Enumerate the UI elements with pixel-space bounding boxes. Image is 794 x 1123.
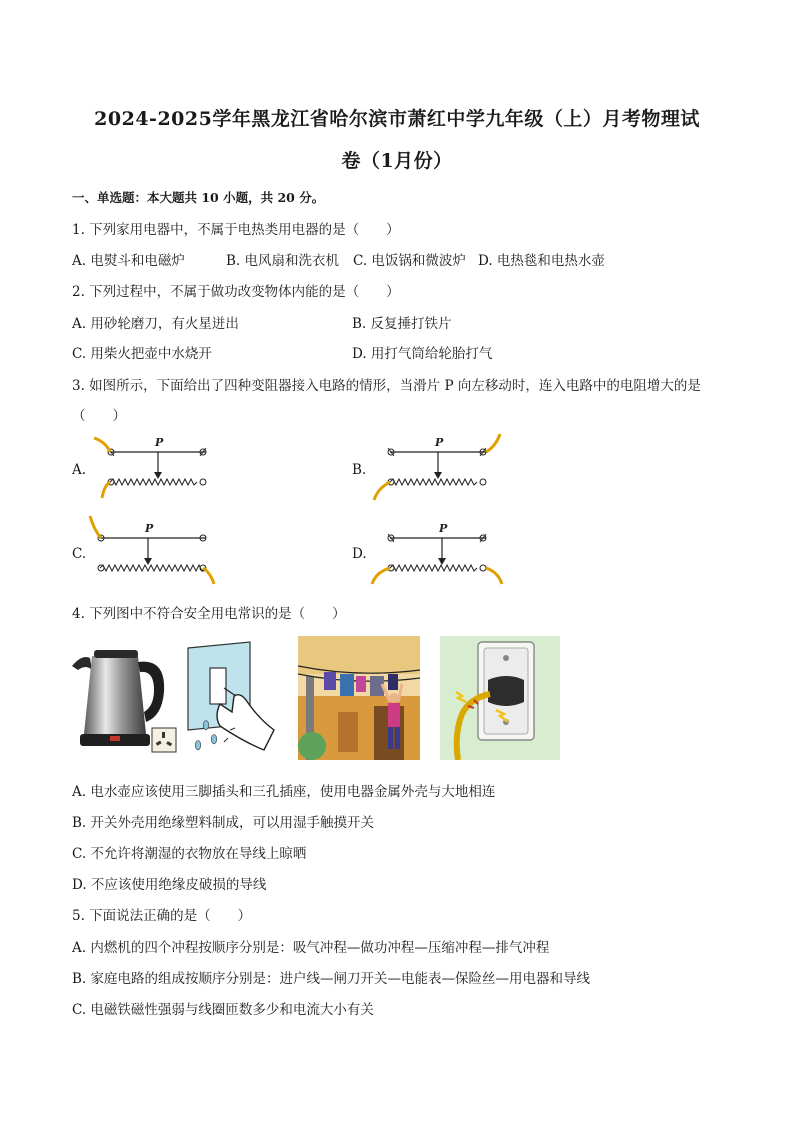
- q5-option-b: B. 家庭电路的组成按顺序分别是：进户线—闸刀开关—电能表—保险丝—用电器和导线: [72, 971, 591, 987]
- slider-p-label: P: [439, 522, 448, 535]
- rheostat-figure-d: [368, 516, 508, 586]
- wet-hand-switch-image: [184, 638, 276, 758]
- laundry-on-wire-image: [298, 636, 420, 760]
- q3-stem-cont: （ ）: [72, 408, 126, 424]
- rheostat-figure-a: [88, 434, 218, 504]
- q2-option-a: A. 用砂轮磨刀，有火星迸出: [72, 316, 239, 332]
- q3-label-b: B.: [352, 462, 367, 478]
- q4-option-c: C. 不允许将潮湿的衣物放在导线上晾晒: [72, 846, 307, 862]
- q4-option-d: D. 不应该使用绝缘皮破损的导线: [72, 877, 267, 893]
- q1-option-a: A. 电熨斗和电磁炉: [72, 253, 185, 269]
- electric-kettle-image: [68, 636, 180, 758]
- q3-label-c: C.: [72, 546, 87, 562]
- q1-stem: 1. 下列家用电器中，不属于电热类用电器的是（ ）: [72, 222, 400, 238]
- slider-p-label: P: [435, 436, 444, 449]
- slider-p-label: P: [145, 522, 154, 535]
- q1-option-b: B. 电风扇和洗衣机: [226, 253, 340, 269]
- q2-option-d: D. 用打气筒给轮胎打气: [352, 346, 493, 362]
- page-title-line-1: 2024-2025学年黑龙江省哈尔滨市萧红中学九年级（上）月考物理试: [94, 108, 700, 130]
- q3-label-a: A.: [72, 462, 87, 478]
- q5-option-a: A. 内燃机的四个冲程按顺序分别是：吸气冲程—做功冲程—压缩冲程—排气冲程: [72, 940, 550, 956]
- q4-option-b: B. 开关外壳用绝缘塑料制成，可以用湿手触摸开关: [72, 815, 375, 831]
- q2-stem: 2. 下列过程中，不属于做功改变物体内能的是（ ）: [72, 284, 400, 300]
- q5-stem: 5. 下面说法正确的是（ ）: [72, 908, 252, 924]
- section-heading: 一、单选题：本大题共 10 小题，共 20 分。: [72, 190, 325, 205]
- q4-option-a: A. 电水壶应该使用三脚插头和三孔插座，使用电器金属外壳与大地相连: [72, 784, 496, 800]
- q4-stem: 4. 下列图中不符合安全用电常识的是（ ）: [72, 606, 346, 622]
- damaged-wire-outlet-image: [440, 636, 560, 760]
- q2-option-c: C. 用柴火把壶中水烧开: [72, 346, 212, 362]
- rheostat-figure-b: [368, 434, 508, 504]
- rheostat-figure-c: [88, 516, 218, 586]
- q5-option-c: C. 电磁铁磁性强弱与线圈匝数多少和电流大小有关: [72, 1002, 374, 1018]
- q3-stem: 3. 如图所示，下面给出了四种变阻器接入电路的情形，当滑片 P 向左移动时，连入电路中的电阻增大的是: [72, 378, 701, 394]
- q1-option-d: D. 电热毯和电热水壶: [478, 253, 605, 269]
- slider-p-label: P: [155, 436, 164, 449]
- q1-option-c: C. 电饭锅和微波炉: [353, 253, 466, 269]
- q2-option-b: B. 反复捶打铁片: [352, 316, 452, 332]
- page-title-line-2: 卷（1月份）: [341, 150, 453, 172]
- q3-label-d: D.: [352, 546, 367, 562]
